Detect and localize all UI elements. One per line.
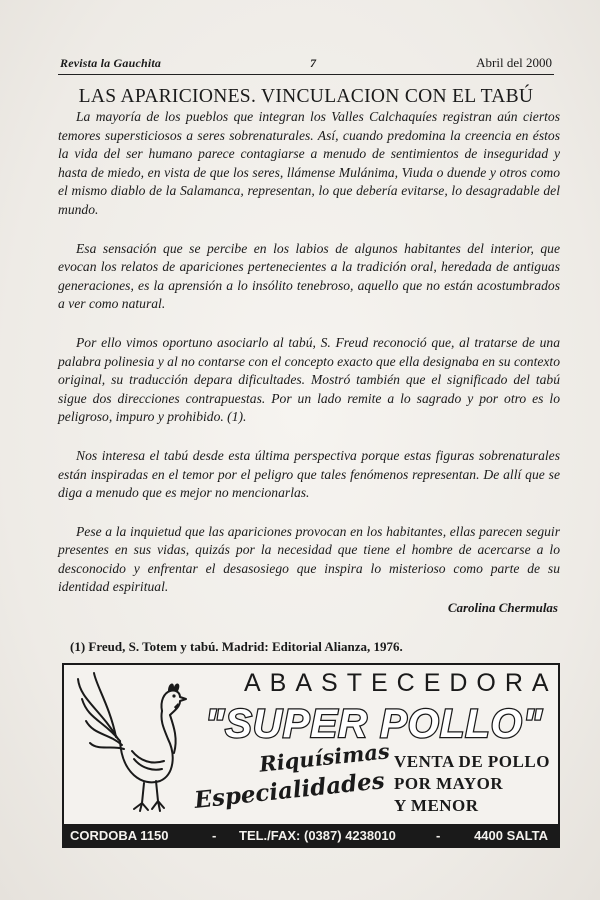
magazine-name: Revista la Gauchita bbox=[60, 56, 162, 70]
article-paragraph: Por ello vimos oportuno asociarlo al tabú, S. Freud reconoció que, al tratarse de una palabra polinesia y al no contarse con el concepto exacto que ella designaba en su contexto original, su traducción depara dificultades. Mostró también que el significado del tabú sigue dos direcciones contrapuestas. Por un lado remite a lo sagrado y por otro es lo peligroso, impuro y prohibido. (1). bbox=[58, 334, 560, 425]
footnote: (1) Freud, S. Totem y tabú. Madrid: Editorial Alianza, 1976. bbox=[70, 639, 403, 654]
ad-slogan-line-2: Especialidades bbox=[193, 767, 386, 814]
article-title: LAS APARICIONES. VINCULACION CON EL TABÚ bbox=[78, 86, 534, 107]
page-number: 7 bbox=[310, 56, 316, 70]
ad-offer-line: VENTA DE POLLO bbox=[394, 752, 550, 771]
article-paragraph: Pese a la inquietud que las apariciones provocan en los habitantes, ellas parecen seguir presentes en sus vidas, quizás por la necesidad que tiene el hombre de acercarse a lo desconocido y enfrentar el desasosiego que inspira lo misterioso como parte de su identidad espiritual. bbox=[58, 523, 560, 595]
ad-brand-logo bbox=[194, 699, 554, 745]
ad-slogan-line-1: Riquísimas bbox=[258, 738, 391, 777]
ad-contact-bar bbox=[64, 824, 558, 846]
article-body bbox=[58, 108, 560, 617]
rooster-icon bbox=[70, 669, 188, 819]
ad-offer-line: POR MAYOR bbox=[394, 774, 504, 793]
ad-city: 4400 SALTA bbox=[474, 828, 548, 843]
ad-phone: TEL./FAX: (0387) 4238010 bbox=[239, 828, 396, 843]
advertisement bbox=[62, 663, 560, 848]
page-header bbox=[58, 54, 554, 75]
issue-date: Abril del 2000 bbox=[476, 55, 552, 70]
ad-separator: - bbox=[212, 828, 217, 843]
article-author: Carolina Chermulas bbox=[447, 600, 558, 615]
ad-address: CORDOBA 1150 bbox=[70, 828, 169, 843]
article-paragraph: Esa sensación que se percibe en los labios de algunos habitantes del interior, que evocan los relatos de apariciones pertenecientes a la tradición oral, heredada de antiguas generaciones, es la aprensión a lo insólito tenebroso, aquello que no están acostumbrados a ver como natural. bbox=[58, 240, 560, 312]
article-paragraph: Nos interesa el tabú desde esta última perspectiva porque estas figuras sobrenaturales están inspiradas en el temor por el peligro que tales fenómenos representan. De allí que se diga a menudo que es mejor no mencionarlas. bbox=[58, 447, 560, 501]
ad-offer-line: Y MENOR bbox=[394, 796, 479, 815]
ad-brand-name: "SUPER POLLO" bbox=[205, 702, 543, 745]
ad-company-type: ABASTECEDORA bbox=[244, 669, 558, 697]
article-paragraph: La mayoría de los pueblos que integran los Valles Calchaquíes registran aún ciertos temores supersticiosos a seres sobrenaturales. Así, cuando predomina la creencia en éstos la vida del ser humano parece contagiarse a menudo de sentimientos de inseguridad y hasta de miedo, en vista de que los seres, llámense Mulánima, Viuda o duende y otros como el mismo diablo de la Salamanca, representan, lo que debería evitarse, lo desagradable del mundo. bbox=[58, 109, 560, 217]
ad-separator: - bbox=[436, 828, 441, 843]
ad-offer bbox=[394, 751, 554, 817]
